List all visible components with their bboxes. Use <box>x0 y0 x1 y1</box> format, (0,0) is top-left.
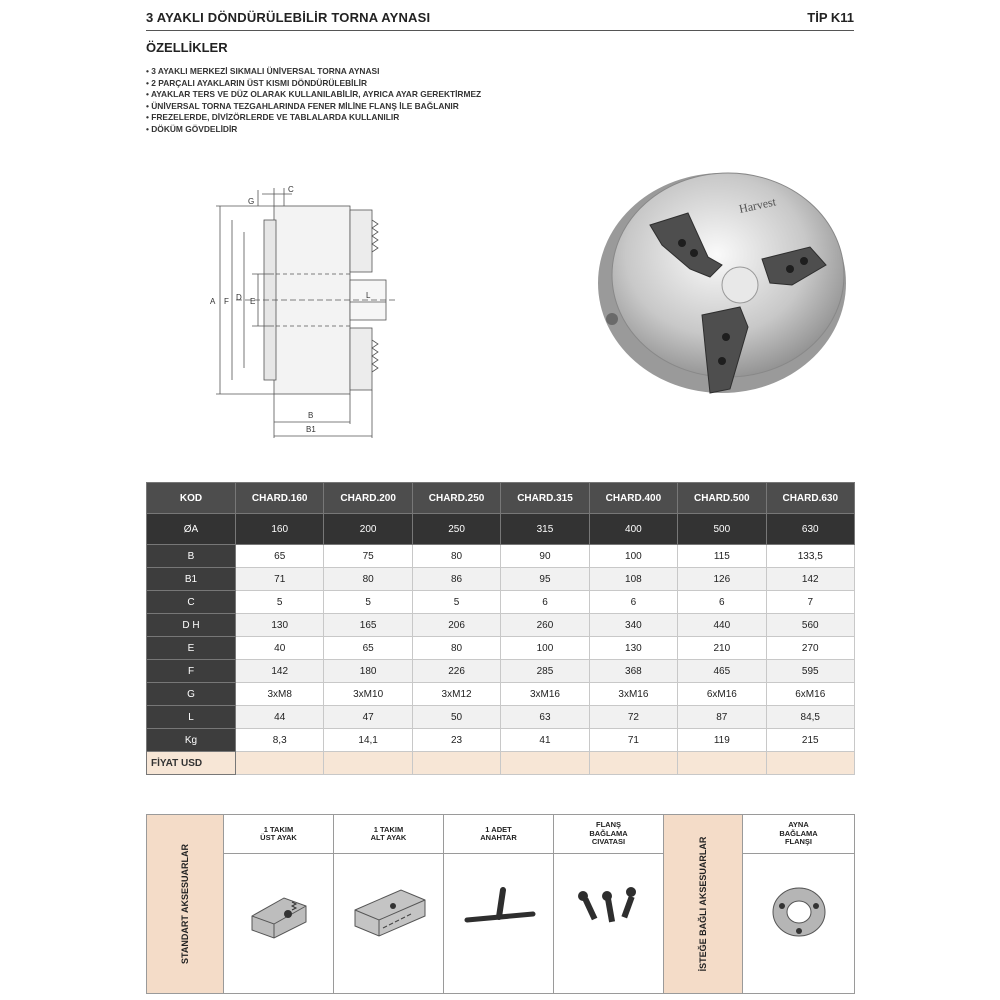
column-header: CHARD.250 <box>412 483 500 514</box>
table-cell: 3xM12 <box>412 683 500 706</box>
accessory-top-jaw <box>223 814 334 994</box>
specification-table <box>146 482 855 775</box>
table-row <box>147 568 855 591</box>
accessory-label: AYNA BAĞLAMA FLANŞI <box>743 815 854 854</box>
table-cell: 440 <box>678 614 766 637</box>
technical-drawing <box>196 180 416 450</box>
table-cell: 285 <box>501 660 589 683</box>
price-cell <box>678 752 766 775</box>
table-cell: 142 <box>236 660 324 683</box>
price-cell <box>766 752 854 775</box>
product-type: TİP K11 <box>807 10 854 25</box>
table-cell: 226 <box>412 660 500 683</box>
table-cell: 6xM16 <box>678 683 766 706</box>
table-cell: 71 <box>589 729 677 752</box>
table-cell: 14,1 <box>324 729 412 752</box>
features-list <box>146 66 481 136</box>
table-cell: 3xM16 <box>501 683 589 706</box>
chuck-key-icon <box>459 876 539 946</box>
table-cell: 65 <box>236 545 324 568</box>
table-cell: 465 <box>678 660 766 683</box>
dim-label-e: E <box>250 297 256 306</box>
table-cell: 5 <box>324 591 412 614</box>
table-cell: 142 <box>766 568 854 591</box>
table-cell: 80 <box>412 637 500 660</box>
table-cell: 200 <box>324 514 412 545</box>
table-cell: 130 <box>236 614 324 637</box>
standard-accessories-label: STANDART AKSESUARLAR <box>180 844 190 964</box>
table-cell: 87 <box>678 706 766 729</box>
table-row <box>147 729 855 752</box>
table-cell: 6 <box>501 591 589 614</box>
accessory-flange-bolts <box>553 814 664 994</box>
column-header: CHARD.315 <box>501 483 589 514</box>
table-cell: 23 <box>412 729 500 752</box>
dim-label-f: F <box>224 297 229 306</box>
table-row <box>147 706 855 729</box>
column-header: CHARD.500 <box>678 483 766 514</box>
table-cell: 115 <box>678 545 766 568</box>
dim-label-a: A <box>210 297 216 306</box>
top-jaw-icon <box>244 876 314 946</box>
table-cell: 6xM16 <box>766 683 854 706</box>
table-cell: 108 <box>589 568 677 591</box>
table-cell: 119 <box>678 729 766 752</box>
row-label: Kg <box>147 729 236 752</box>
row-label: B1 <box>147 568 236 591</box>
feature-item: • AYAKLAR TERS VE DÜZ OLARAK KULLANILABİLİR, AYRICA AYAR GEREKTİRMEZ <box>146 89 482 100</box>
page-header <box>146 8 854 31</box>
table-cell: 315 <box>501 514 589 545</box>
table-cell: 160 <box>236 514 324 545</box>
table-cell: 41 <box>501 729 589 752</box>
row-label: F <box>147 660 236 683</box>
table-cell: 3xM8 <box>236 683 324 706</box>
table-cell: 90 <box>501 545 589 568</box>
row-label: ØA <box>147 514 236 545</box>
table-cell: 206 <box>412 614 500 637</box>
table-header-row <box>147 483 855 514</box>
price-cell <box>324 752 412 775</box>
dim-label-b1: B1 <box>306 425 316 434</box>
table-cell: 210 <box>678 637 766 660</box>
table-cell: 75 <box>324 545 412 568</box>
accessory-bottom-jaw <box>333 814 444 994</box>
accessory-label: 1 TAKIM ÜST AYAK <box>224 815 333 854</box>
price-cell <box>412 752 500 775</box>
mounting-flange-icon <box>764 876 834 946</box>
column-header: KOD <box>147 483 236 514</box>
table-cell: 65 <box>324 637 412 660</box>
column-header: CHARD.630 <box>766 483 854 514</box>
dim-label-c: C <box>288 185 294 194</box>
table-cell: 3xM10 <box>324 683 412 706</box>
accessory-label: FLANŞ BAĞLAMA CIVATASI <box>554 815 663 854</box>
features-title: ÖZELLİKLER <box>146 40 228 55</box>
table-cell: 63 <box>501 706 589 729</box>
bottom-jaw-icon <box>349 876 429 946</box>
accessory-mounting-flange <box>742 814 855 994</box>
table-cell: 84,5 <box>766 706 854 729</box>
price-cell <box>501 752 589 775</box>
table-cell: 400 <box>589 514 677 545</box>
table-cell: 180 <box>324 660 412 683</box>
table-cell: 72 <box>589 706 677 729</box>
column-header: CHARD.400 <box>589 483 677 514</box>
table-cell: 165 <box>324 614 412 637</box>
price-cell <box>589 752 677 775</box>
table-cell: 3xM16 <box>589 683 677 706</box>
table-cell: 133,5 <box>766 545 854 568</box>
row-label: G <box>147 683 236 706</box>
table-cell: 270 <box>766 637 854 660</box>
row-label: D H <box>147 614 236 637</box>
table-cell: 215 <box>766 729 854 752</box>
price-row <box>147 752 855 775</box>
table-cell: 368 <box>589 660 677 683</box>
row-label: C <box>147 591 236 614</box>
accessories-section <box>146 814 855 994</box>
feature-item: • DÖKÜM GÖVDELİDİR <box>146 123 238 134</box>
price-label: FİYAT USD <box>147 752 236 775</box>
table-cell: 7 <box>766 591 854 614</box>
dim-label-g: G <box>248 197 255 206</box>
feature-item: • 3 AYAKLI MERKEZİ SIKMALI ÜNİVERSAL TORNA AYNASI <box>146 66 380 76</box>
accessory-chuck-key <box>443 814 554 994</box>
row-label: B <box>147 545 236 568</box>
table-cell: 80 <box>412 545 500 568</box>
optional-accessories-label: İSTEĞE BAĞLI AKSESUARLAR <box>698 836 708 972</box>
product-photo <box>590 165 855 410</box>
table-cell: 560 <box>766 614 854 637</box>
table-cell: 130 <box>589 637 677 660</box>
table-cell: 50 <box>412 706 500 729</box>
feature-item: • 2 PARÇALI AYAKLARIN ÜST KISMI DÖNDÜRÜLEBİLİR <box>146 77 368 88</box>
table-cell: 86 <box>412 568 500 591</box>
standard-accessories-label-cell <box>146 814 224 994</box>
dim-label-b: B <box>308 411 314 420</box>
table-cell: 5 <box>236 591 324 614</box>
table-row <box>147 514 855 545</box>
flange-bolts-icon <box>569 876 649 946</box>
table-cell: 5 <box>412 591 500 614</box>
feature-item: • FREZELERDE, DİVİZÖRLERDE VE TABLALARDA KULLANILIR <box>146 112 400 123</box>
table-cell: 100 <box>589 545 677 568</box>
dim-label-l: L <box>366 291 371 300</box>
accessory-label: 1 ADET ANAHTAR <box>444 815 553 854</box>
page-title: 3 AYAKLI DÖNDÜRÜLEBİLİR TORNA AYNASI <box>146 10 431 25</box>
row-label: L <box>147 706 236 729</box>
table-cell: 500 <box>678 514 766 545</box>
table-row <box>147 660 855 683</box>
accessory-label: 1 TAKIM ALT AYAK <box>334 815 443 854</box>
table-cell: 40 <box>236 637 324 660</box>
column-header: CHARD.200 <box>324 483 412 514</box>
dim-label-d: D <box>236 293 242 302</box>
table-cell: 100 <box>501 637 589 660</box>
brand-engraving: Harvest <box>737 194 778 216</box>
row-label: E <box>147 637 236 660</box>
table-cell: 260 <box>501 614 589 637</box>
table-cell: 95 <box>501 568 589 591</box>
column-header: CHARD.160 <box>236 483 324 514</box>
table-cell: 47 <box>324 706 412 729</box>
table-cell: 8,3 <box>236 729 324 752</box>
table-cell: 126 <box>678 568 766 591</box>
table-row <box>147 637 855 660</box>
optional-accessories-label-cell <box>663 814 743 994</box>
table-row <box>147 591 855 614</box>
table-cell: 6 <box>589 591 677 614</box>
price-cell <box>236 752 324 775</box>
table-row <box>147 683 855 706</box>
table-cell: 6 <box>678 591 766 614</box>
table-row <box>147 545 855 568</box>
feature-item: • ÜNİVERSAL TORNA TEZGAHLARINDA FENER MİLİNE FLANŞ İLE BAĞLANIR <box>146 100 459 111</box>
table-cell: 630 <box>766 514 854 545</box>
table-cell: 595 <box>766 660 854 683</box>
table-cell: 44 <box>236 706 324 729</box>
table-cell: 250 <box>412 514 500 545</box>
table-cell: 71 <box>236 568 324 591</box>
table-cell: 340 <box>589 614 677 637</box>
table-row <box>147 614 855 637</box>
table-cell: 80 <box>324 568 412 591</box>
